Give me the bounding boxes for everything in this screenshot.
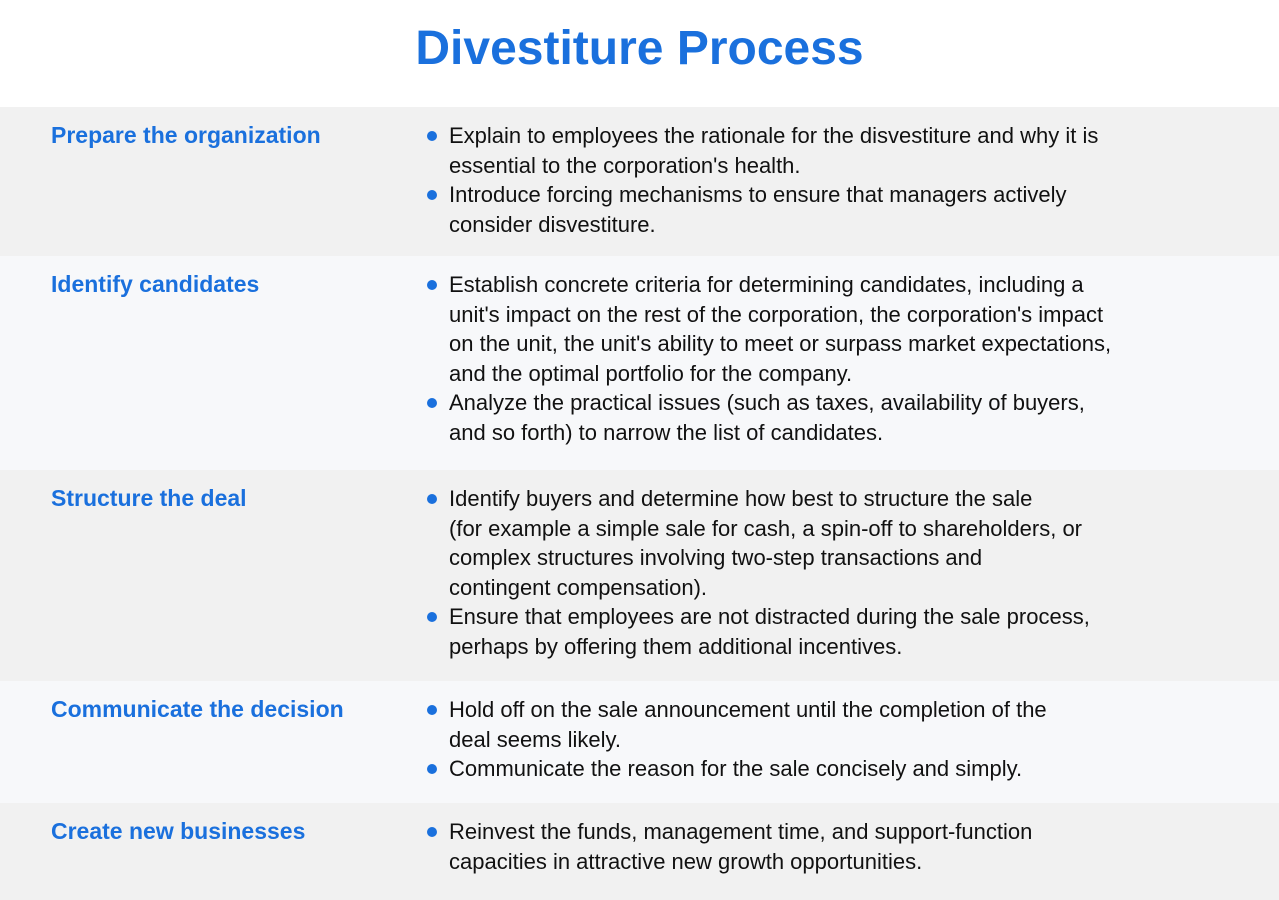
bullet-dot-icon: [427, 827, 437, 837]
bullet-item: [427, 484, 1090, 602]
bullet-text-line: Reinvest the funds, management time, and support-function: [449, 819, 1033, 844]
step-bullet-list: [427, 695, 1047, 784]
bullet-item: [427, 602, 1090, 661]
bullet-text-line: consider disvestiture.: [449, 211, 656, 237]
bullet-text-line: Communicate the reason for the sale concisely and simply.: [449, 756, 1023, 781]
process-step-row: [0, 470, 1279, 681]
bullet-dot-icon: [427, 705, 437, 715]
bullet-dot-icon: [427, 398, 437, 408]
process-step-row: [0, 681, 1279, 803]
bullet-text-line: Hold off on the sale announcement until the completion of the: [449, 697, 1047, 722]
bullet-text-line: Explain to employees the rationale for the disvestiture and why it is: [449, 123, 1099, 148]
bullet-dot-icon: [427, 280, 437, 290]
bullet-text-line: deal seems likely.: [449, 726, 621, 752]
bullet-text-line: perhaps by offering them additional incentives.: [449, 633, 903, 659]
step-bullet-list: [427, 121, 1098, 239]
step-bullet-list: [427, 817, 1032, 876]
bullet-text-line: Ensure that employees are not distracted during the sale process,: [449, 604, 1090, 629]
bullet-text-line: contingent compensation).: [449, 574, 708, 600]
bullet-text-line: capacities in attractive new growth opportunities.: [449, 848, 923, 874]
bullet-dot-icon: [427, 764, 437, 774]
bullet-text-line: (for example a simple sale for cash, a spin-off to shareholders, or: [449, 515, 1083, 541]
bullet-item: [427, 695, 1047, 754]
step-label: Identify candidates: [51, 271, 260, 297]
step-bullet-list: [427, 270, 1111, 447]
bullet-dot-icon: [427, 612, 437, 622]
bullet-item: [427, 817, 1032, 876]
bullet-text-line: unit's impact on the rest of the corporation, the corporation's impact: [449, 301, 1104, 327]
bullet-text-line: Introduce forcing mechanisms to ensure that managers actively: [449, 182, 1067, 207]
bullet-text-line: on the unit, the unit's ability to meet or surpass market expectations,: [449, 331, 1112, 356]
step-label: Prepare the organization: [51, 122, 321, 148]
bullet-item: [427, 754, 1047, 784]
bullet-text-line: Identify buyers and determine how best to structure the sale: [449, 486, 1033, 511]
bullet-dot-icon: [427, 131, 437, 141]
bullet-item: [427, 388, 1111, 447]
process-step-row: [0, 803, 1279, 900]
step-bullet-list: [427, 484, 1090, 661]
bullet-text-line: and the optimal portfolio for the company.: [449, 360, 853, 386]
bullet-text-line: Analyze the practical issues (such as taxes, availability of buyers,: [449, 390, 1085, 415]
bullet-text-line: complex structures involving two-step transactions and: [449, 545, 983, 570]
page-title: Divestiture Process: [415, 22, 864, 75]
bullet-text-line: Establish concrete criteria for determining candidates, including a: [449, 272, 1084, 297]
bullet-item: [427, 270, 1111, 388]
step-label: Create new businesses: [51, 818, 306, 844]
bullet-item: [427, 180, 1098, 239]
step-label: Communicate the decision: [51, 696, 344, 722]
bullet-item: [427, 121, 1098, 180]
bullet-text-line: essential to the corporation's health.: [449, 152, 801, 178]
process-step-row: [0, 256, 1279, 470]
process-step-row: [0, 107, 1279, 256]
bullet-dot-icon: [427, 494, 437, 504]
step-label: Structure the deal: [51, 485, 247, 511]
bullet-text-line: and so forth) to narrow the list of candidates.: [449, 419, 884, 445]
bullet-dot-icon: [427, 190, 437, 200]
